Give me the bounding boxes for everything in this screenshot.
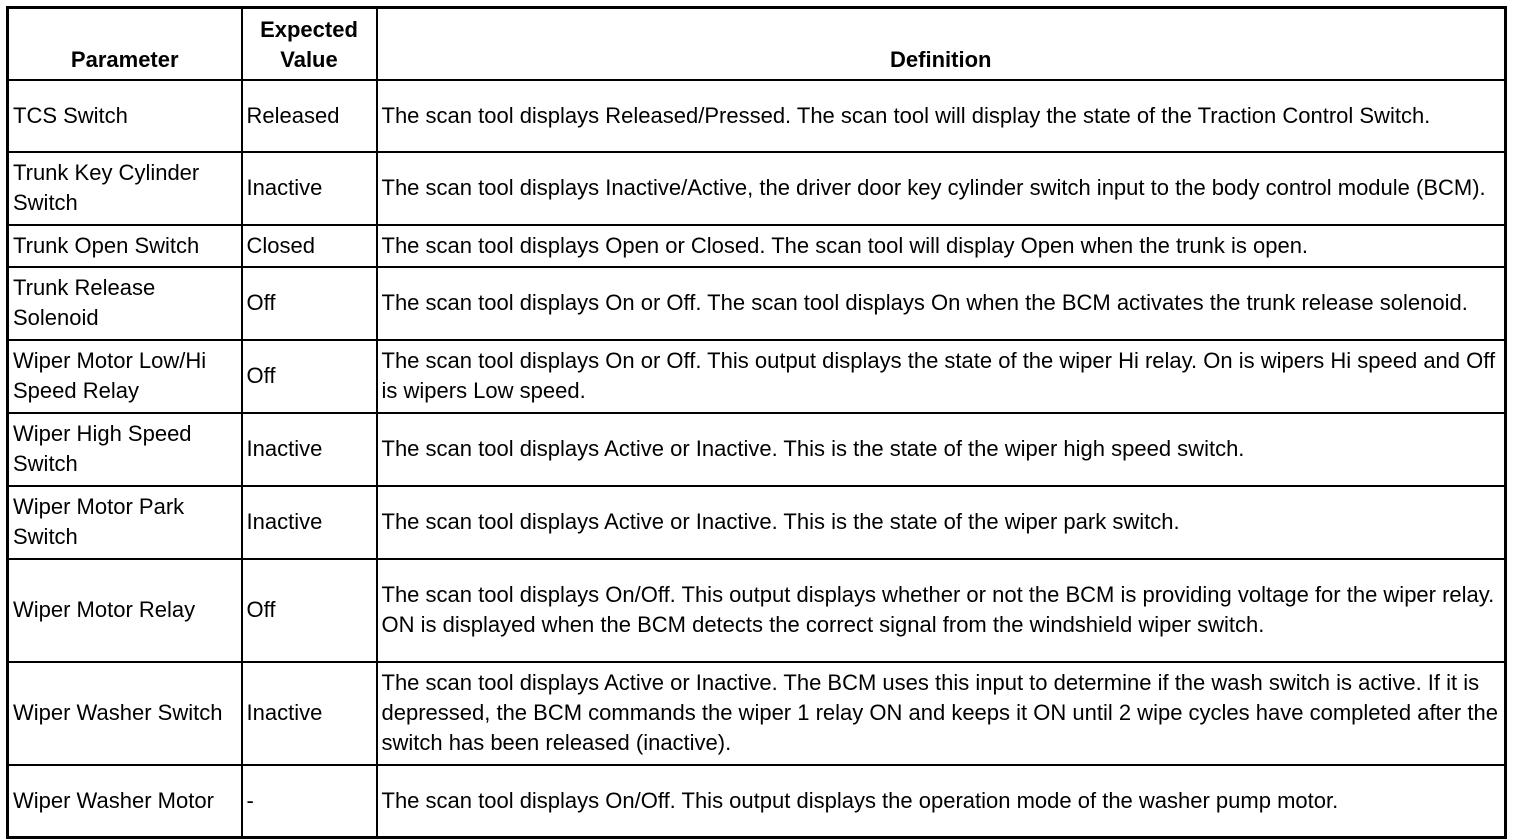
table-row [8,765,1506,838]
cell-parameter: Wiper Washer Motor [8,765,242,838]
cell-definition: The scan tool displays Released/Pressed. The scan tool will display the state of the Traction Control Switch. [377,80,1506,152]
cell-expected: Off [242,267,377,340]
table-row [8,340,1506,413]
cell-expected: Off [242,340,377,413]
cell-expected: Inactive [242,662,377,765]
cell-parameter: Wiper Washer Switch [8,662,242,765]
header-expected-line2: Value [280,46,338,72]
cell-expected: Inactive [242,413,377,486]
cell-parameter: Wiper High Speed Switch [8,413,242,486]
header-expected-line1: Expected [260,16,358,42]
cell-expected: - [242,765,377,838]
cell-definition: The scan tool displays Open or Closed. The scan tool will display Open when the trunk is open. [377,225,1506,267]
cell-expected: Released [242,80,377,152]
table-row [8,559,1506,662]
cell-parameter: Trunk Key Cylinder Switch [8,152,242,225]
cell-expected: Inactive [242,486,377,559]
table-row [8,225,1506,267]
cell-parameter: Trunk Release Solenoid [8,267,242,340]
table-row [8,413,1506,486]
cell-parameter: Wiper Motor Low/Hi Speed Relay [8,340,242,413]
cell-expected: Inactive [242,152,377,225]
cell-definition: The scan tool displays Active or Inactive. The BCM uses this input to determine if the wash switch is active. If it is depressed, the BCM commands the wiper 1 relay ON and keeps it ON until 2 wipe cycles have completed after the switch has been released (inactive). [377,662,1506,765]
cell-definition: The scan tool displays On or Off. This output displays the state of the wiper Hi relay. On is wipers Hi speed and Off is wipers Low speed. [377,340,1506,413]
table-row [8,80,1506,152]
cell-parameter: Wiper Motor Relay [8,559,242,662]
cell-parameter: Trunk Open Switch [8,225,242,267]
cell-definition: The scan tool displays On/Off. This output displays whether or not the BCM is providing voltage for the wiper relay. ON is displayed when the BCM detects the correct signal from the windshield wiper switch. [377,559,1506,662]
header-definition [377,8,1506,80]
cell-definition: The scan tool displays On or Off. The scan tool displays On when the BCM activates the trunk release solenoid. [377,267,1506,340]
cell-parameter: Wiper Motor Park Switch [8,486,242,559]
table-row [8,662,1506,765]
cell-definition: The scan tool displays Active or Inactive. This is the state of the wiper high speed switch. [377,413,1506,486]
table-header-row [8,8,1506,80]
table-row [8,486,1506,559]
parameter-table [6,6,1507,839]
cell-definition: The scan tool displays Inactive/Active, the driver door key cylinder switch input to the body control module (BCM). [377,152,1506,225]
header-expected-value [242,8,377,80]
cell-expected: Closed [242,225,377,267]
cell-definition: The scan tool displays On/Off. This output displays the operation mode of the washer pump motor. [377,765,1506,838]
table-row [8,267,1506,340]
header-definition-label: Definition [890,46,992,72]
table-row [8,152,1506,225]
header-parameter [8,8,242,80]
cell-parameter: TCS Switch [8,80,242,152]
cell-definition: The scan tool displays Active or Inactive. This is the state of the wiper park switch. [377,486,1506,559]
cell-expected: Off [242,559,377,662]
header-parameter-label: Parameter [70,46,179,72]
